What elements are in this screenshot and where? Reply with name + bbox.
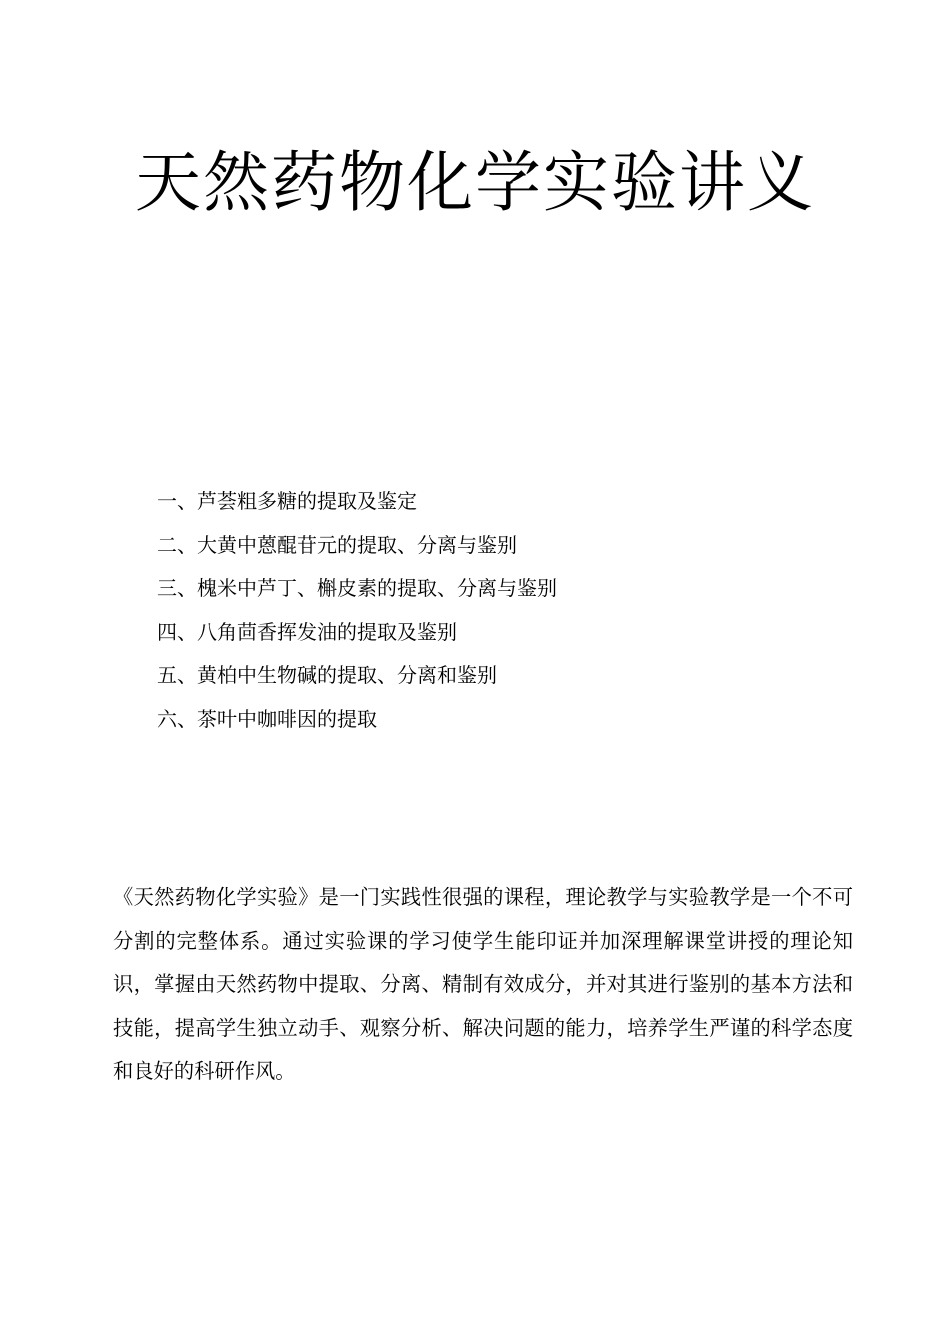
contents-list	[157, 480, 557, 741]
contents-item: 六、茶叶中咖啡因的提取	[157, 706, 377, 731]
contents-item: 四、八角茴香挥发油的提取及鉴别	[157, 619, 457, 644]
contents-item: 二、大黄中蒽醌苷元的提取、分离与鉴别	[157, 532, 517, 557]
contents-item: 三、槐米中芦丁、槲皮素的提取、分离与鉴别	[157, 576, 557, 600]
contents-item: 五、黄柏中生物碱的提取、分离和鉴别	[157, 663, 497, 687]
intro-paragraph: 《天然药物化学实验》是一门实践性很强的课程，理论教学与实验教学是一个不可分割的完整体系。通过实验课的学习使学生能印证并加深理解课堂讲授的理论知识，掌握由天然药物中提取、分离、精制有效成分，并对其进行鉴别的基本方法和技能，提高学生独立动手、观察分析、解决问题的能力，培养学生严谨的科学态度和良好的科研作风。	[113, 885, 853, 1084]
document-title: 天然药物化学实验讲义	[135, 144, 815, 221]
contents-item: 一、芦荟粗多糖的提取及鉴定	[157, 489, 417, 513]
